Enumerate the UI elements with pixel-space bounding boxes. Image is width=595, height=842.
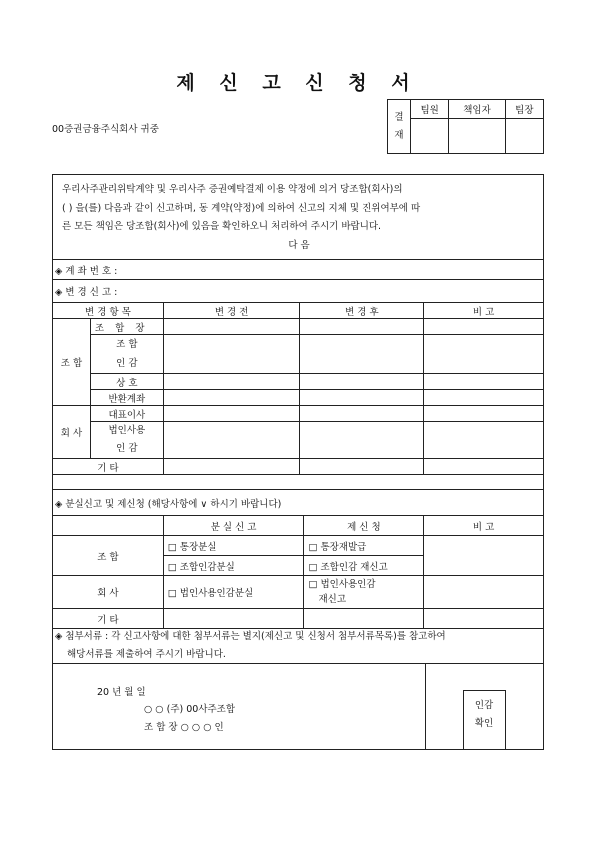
divider [505,690,506,749]
approval-sign-member[interactable] [411,119,449,154]
change-cell[interactable] [300,406,424,422]
change-table [52,302,544,475]
divider [52,489,544,490]
loss-cell[interactable] [163,609,304,629]
change-col-after: 변 경 후 [300,303,424,319]
change-cell[interactable] [300,335,424,374]
approval-side-label: 결 재 [388,100,411,154]
change-cell[interactable] [300,459,424,475]
seal-check-label: 인감 확인 [474,700,494,729]
change-item-union-seal: 조 합 인 감 [90,335,163,374]
loss-note-cell[interactable] [424,536,544,576]
loss-col-request: 제 신 청 [304,516,424,536]
approval-sign-manager[interactable] [449,119,505,154]
change-cell[interactable] [163,390,300,406]
addressee: 00증권금융주식회사 귀중 [52,124,159,135]
change-item-other: 기 타 [53,459,164,475]
checkbox-union-seal-loss[interactable]: □ 조합인감분실 [163,556,304,576]
attachment-line: 해당서류를 제출하여 주시기 바랍니다. [67,649,226,660]
intro-next: 다 음 [288,239,310,251]
change-cell[interactable] [424,374,544,390]
document-title: 제 신 고 신 청 서 [176,72,419,94]
change-cell[interactable] [300,390,424,406]
change-item-union-head: 조 합 장 [90,319,163,335]
loss-row-other: 기 타 [53,609,164,629]
divider [52,259,544,260]
change-report-label: ◈ 변 경 신 고 : [55,287,118,298]
loss-table [52,515,544,629]
change-cell[interactable] [424,390,544,406]
change-cell[interactable] [424,459,544,475]
change-cell[interactable] [300,422,424,459]
intro-paragraph [62,181,536,255]
checkbox-corporate-seal-rereport[interactable]: □ 법인사용인감 재신고 [304,576,424,609]
approval-sign-leader[interactable] [505,119,543,154]
attachment-note [55,628,539,664]
change-cell[interactable] [163,406,300,422]
divider [52,279,544,280]
change-col-before: 변 경 전 [163,303,300,319]
loss-report-label: ◈ 분실신고 및 제신청 (해당사항에 ∨ 하시기 바랍니다) [55,499,282,510]
attachment-line: ◈ 첨부서류 : 각 신고사항에 대한 첨부서류는 별지(제신고 및 신청서 첨부서류목록)를 참고하여 [55,631,446,642]
divider [52,663,544,664]
change-group-company: 회 사 [53,406,91,459]
change-cell[interactable] [424,319,544,335]
change-item-union-name: 상 호 [90,374,163,390]
change-cell[interactable] [424,406,544,422]
change-item-corporate-seal: 법인사용 인 감 [90,422,163,459]
change-cell[interactable] [163,422,300,459]
loss-row-union: 조 합 [53,536,164,576]
checkbox-corporate-seal-loss[interactable]: □ 법인사용인감분실 [163,576,304,609]
loss-note-cell[interactable] [424,609,544,629]
change-cell[interactable] [163,335,300,374]
signature-union-head[interactable]: 조 합 장 ○ ○ ○ 인 [144,722,224,733]
change-cell[interactable] [163,319,300,335]
change-item-ceo: 대표이사 [90,406,163,422]
loss-col-loss: 분 실 신 고 [163,516,304,536]
change-cell[interactable] [163,459,300,475]
divider [425,663,426,749]
loss-note-cell[interactable] [424,576,544,609]
signature-union-name: ○ ○ (주) 00사주조합 [144,704,236,715]
loss-col-blank [53,516,164,536]
change-cell[interactable] [163,374,300,390]
loss-row-company: 회 사 [53,576,164,609]
intro-line: 우리사주관리위탁계약 및 우리사주 증권예탁결제 이용 약정에 의거 당조합(회사)의 [62,184,403,195]
loss-cell[interactable] [304,609,424,629]
loss-col-note: 비 고 [424,516,544,536]
divider [463,690,505,691]
account-number-label: ◈ 계 좌 번 호 : [55,266,118,277]
change-cell[interactable] [424,335,544,374]
change-cell[interactable] [300,319,424,335]
approval-header-leader: 팀장 [505,100,543,119]
intro-line: 른 모든 책임은 당조합(회사)에 있음을 확인하오니 처리하여 주시기 바랍니다. [62,221,382,232]
divider [463,690,464,749]
checkbox-passbook-reissue[interactable]: □ 통장재발급 [304,536,424,556]
change-cell[interactable] [424,422,544,459]
intro-line: ( ) 을(를) 다음과 같이 신고하며, 동 계약(약정)에 의하여 신고의 지체 및 진위여부에 따 [62,202,421,214]
change-group-union: 조 합 [53,319,91,406]
change-cell[interactable] [300,374,424,390]
approval-header-member: 팀원 [411,100,449,119]
checkbox-union-seal-rereport[interactable]: □ 조합인감 재신고 [304,556,424,576]
change-col-item: 변 경 항 목 [53,303,164,319]
change-col-note: 비 고 [424,303,544,319]
approval-box [387,99,544,154]
checkbox-passbook-loss[interactable]: □ 통장분실 [163,536,304,556]
signature-date[interactable]: 20 년 월 일 [97,687,146,698]
change-item-return-account: 반환계좌 [90,390,163,406]
approval-header-manager: 책임자 [449,100,505,119]
